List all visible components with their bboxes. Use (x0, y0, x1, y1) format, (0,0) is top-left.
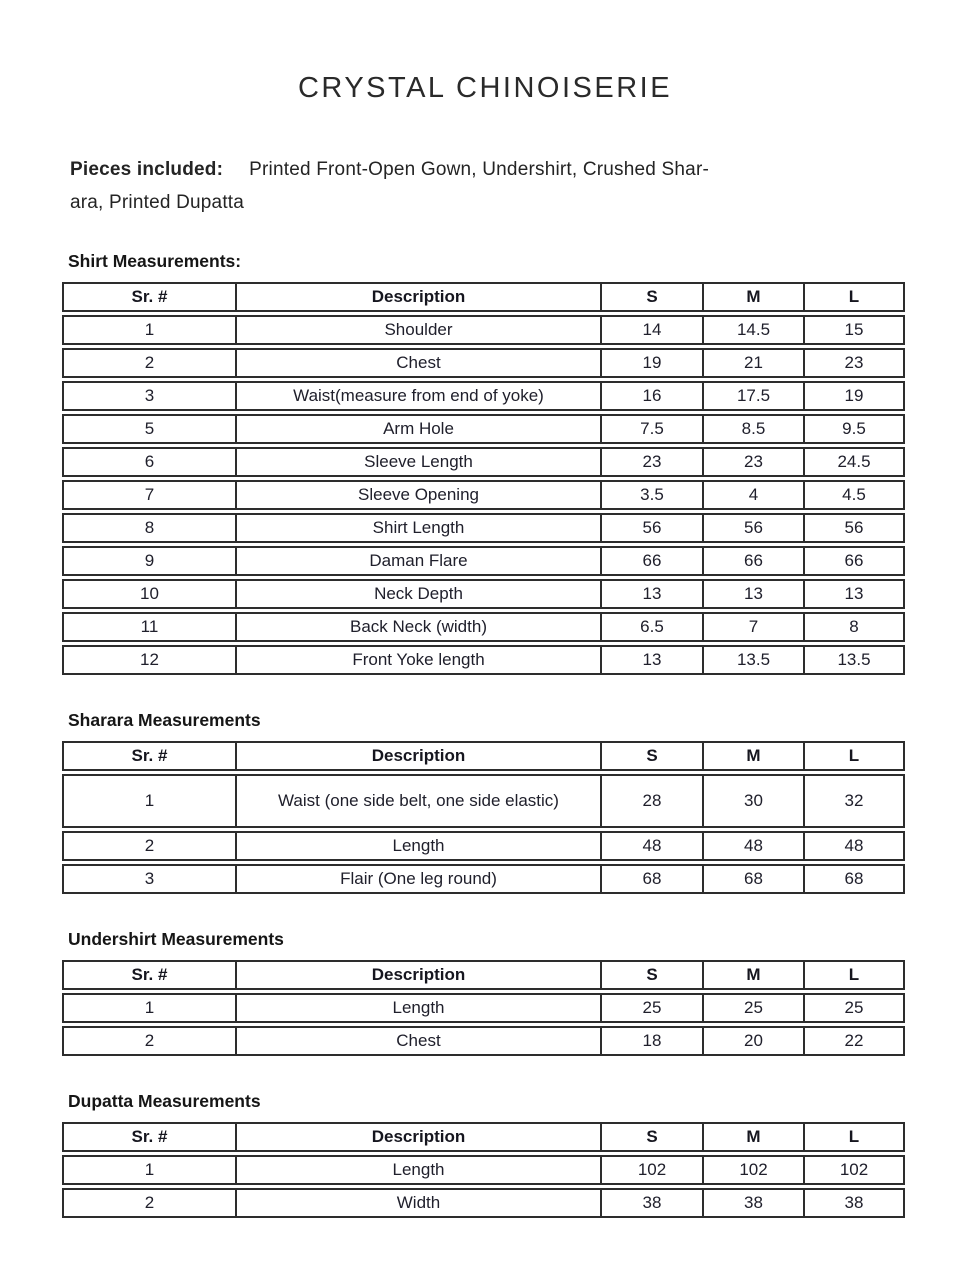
column-header: L (805, 1122, 905, 1152)
column-header: M (704, 1122, 805, 1152)
table-cell: Back Neck (width) (237, 612, 602, 642)
table-cell: 9.5 (805, 414, 905, 444)
table-cell: 6 (62, 447, 237, 477)
table-cell: 32 (805, 774, 905, 828)
table-cell: 14.5 (704, 315, 805, 345)
table-cell: 7 (704, 612, 805, 642)
table-cell: 66 (602, 546, 704, 576)
table-cell: Length (237, 993, 602, 1023)
table-cell: 6.5 (602, 612, 704, 642)
table-cell: 1 (62, 774, 237, 828)
table-row (62, 447, 905, 477)
table-row (62, 1188, 905, 1218)
table-cell: 19 (805, 381, 905, 411)
dupatta-measurements-section (62, 1091, 908, 1221)
column-header: Description (237, 282, 602, 312)
table-row (62, 774, 905, 828)
section-heading: Undershirt Measurements (68, 929, 284, 949)
table-cell: 7.5 (602, 414, 704, 444)
table-row (62, 612, 905, 642)
table-row (62, 579, 905, 609)
table-cell: Length (237, 831, 602, 861)
table-cell: 48 (602, 831, 704, 861)
table-cell: 38 (602, 1188, 704, 1218)
header-row (62, 741, 905, 771)
shirt-measurements-section (62, 251, 908, 678)
measurement-table (62, 957, 905, 1059)
table-row (62, 315, 905, 345)
table-cell: Arm Hole (237, 414, 602, 444)
table-cell: 23 (704, 447, 805, 477)
column-header: L (805, 282, 905, 312)
table-cell: 56 (602, 513, 704, 543)
table-cell: 13.5 (805, 645, 905, 675)
pieces-included (70, 153, 885, 219)
measurement-table (62, 738, 905, 897)
table-cell: 25 (805, 993, 905, 1023)
table-cell: 28 (602, 774, 704, 828)
table-cell: 68 (704, 864, 805, 894)
table-cell: 12 (62, 645, 237, 675)
table-cell: 56 (805, 513, 905, 543)
table-cell: 2 (62, 1026, 237, 1056)
table-cell: 23 (602, 447, 704, 477)
table-cell: 17.5 (704, 381, 805, 411)
table-cell: 15 (805, 315, 905, 345)
column-header: L (805, 741, 905, 771)
page-title: CRYSTAL CHINOISERIE (297, 72, 673, 104)
table-cell: 102 (805, 1155, 905, 1185)
table-row (62, 831, 905, 861)
column-header: Sr. # (62, 741, 237, 771)
table-cell: 13 (805, 579, 905, 609)
column-header: Description (237, 960, 602, 990)
pieces-included-label: Pieces included: (70, 159, 224, 180)
table-cell: 25 (704, 993, 805, 1023)
table-cell: 3 (62, 381, 237, 411)
table-cell: Daman Flare (237, 546, 602, 576)
table-cell: 66 (704, 546, 805, 576)
section-heading: Sharara Measurements (68, 710, 261, 730)
table-cell: Flair (One leg round) (237, 864, 602, 894)
table-cell: 1 (62, 315, 237, 345)
column-header: M (704, 741, 805, 771)
table-cell: 48 (805, 831, 905, 861)
table-row (62, 480, 905, 510)
table-cell: Front Yoke length (237, 645, 602, 675)
table-row (62, 381, 905, 411)
sharara-measurements-section (62, 710, 908, 897)
table-cell: 68 (805, 864, 905, 894)
column-header: S (602, 282, 704, 312)
table-cell: 13 (602, 579, 704, 609)
table-cell: 8 (62, 513, 237, 543)
header-row (62, 1122, 905, 1152)
table-cell: 11 (62, 612, 237, 642)
table-row (62, 864, 905, 894)
table-cell: 48 (704, 831, 805, 861)
table-cell: Waist (one side belt, one side elastic) (237, 774, 602, 828)
table-row (62, 645, 905, 675)
pieces-included-text-line2: ara, Printed Dupatta (70, 192, 245, 213)
table-cell: 4 (704, 480, 805, 510)
table-cell: 13 (602, 645, 704, 675)
table-cell: 10 (62, 579, 237, 609)
pieces-included-text-line1: Printed Front-Open Gown, Undershirt, Crushed Shar- (249, 159, 709, 180)
table-cell: 1 (62, 993, 237, 1023)
table-cell: Shoulder (237, 315, 602, 345)
header-row (62, 282, 905, 312)
table-cell: 23 (805, 348, 905, 378)
header-row (62, 960, 905, 990)
table-cell: 3.5 (602, 480, 704, 510)
table-cell: 14 (602, 315, 704, 345)
table-cell: 24.5 (805, 447, 905, 477)
column-header: Description (237, 741, 602, 771)
column-header: M (704, 282, 805, 312)
table-cell: 102 (602, 1155, 704, 1185)
table-cell: Chest (237, 1026, 602, 1056)
table-cell: Length (237, 1155, 602, 1185)
column-header: S (602, 960, 704, 990)
table-cell: 56 (704, 513, 805, 543)
table-cell: 8 (805, 612, 905, 642)
table-cell: 5 (62, 414, 237, 444)
column-header: Sr. # (62, 1122, 237, 1152)
table-cell: 30 (704, 774, 805, 828)
table-cell: 2 (62, 831, 237, 861)
table-cell: 18 (602, 1026, 704, 1056)
table-cell: 13 (704, 579, 805, 609)
table-cell: 22 (805, 1026, 905, 1056)
table-cell: Neck Depth (237, 579, 602, 609)
column-header: Sr. # (62, 282, 237, 312)
table-row (62, 1155, 905, 1185)
column-header: M (704, 960, 805, 990)
table-cell: 2 (62, 348, 237, 378)
table-row (62, 993, 905, 1023)
table-cell: 16 (602, 381, 704, 411)
table-cell: 19 (602, 348, 704, 378)
table-cell: Chest (237, 348, 602, 378)
table-cell: 66 (805, 546, 905, 576)
section-heading: Dupatta Measurements (68, 1091, 261, 1111)
table-cell: 3 (62, 864, 237, 894)
table-cell: 13.5 (704, 645, 805, 675)
table-cell: 1 (62, 1155, 237, 1185)
table-cell: Sleeve Length (237, 447, 602, 477)
table-cell: Shirt Length (237, 513, 602, 543)
table-cell: 4.5 (805, 480, 905, 510)
table-row (62, 414, 905, 444)
undershirt-measurements-section (62, 929, 908, 1059)
column-header: L (805, 960, 905, 990)
table-cell: 38 (805, 1188, 905, 1218)
table-cell: 2 (62, 1188, 237, 1218)
table-cell: Width (237, 1188, 602, 1218)
table-row (62, 1026, 905, 1056)
table-cell: Sleeve Opening (237, 480, 602, 510)
measurement-table (62, 279, 905, 678)
measurement-table (62, 1119, 905, 1221)
table-cell: 8.5 (704, 414, 805, 444)
table-cell: 102 (704, 1155, 805, 1185)
table-cell: 21 (704, 348, 805, 378)
table-row (62, 348, 905, 378)
column-header: Sr. # (62, 960, 237, 990)
table-cell: 25 (602, 993, 704, 1023)
table-row (62, 546, 905, 576)
table-cell: Waist(measure from end of yoke) (237, 381, 602, 411)
table-cell: 38 (704, 1188, 805, 1218)
table-cell: 20 (704, 1026, 805, 1056)
column-header: Description (237, 1122, 602, 1152)
table-row (62, 513, 905, 543)
table-cell: 68 (602, 864, 704, 894)
column-header: S (602, 741, 704, 771)
column-header: S (602, 1122, 704, 1152)
table-cell: 9 (62, 546, 237, 576)
table-cell: 7 (62, 480, 237, 510)
section-heading: Shirt Measurements: (68, 251, 242, 271)
